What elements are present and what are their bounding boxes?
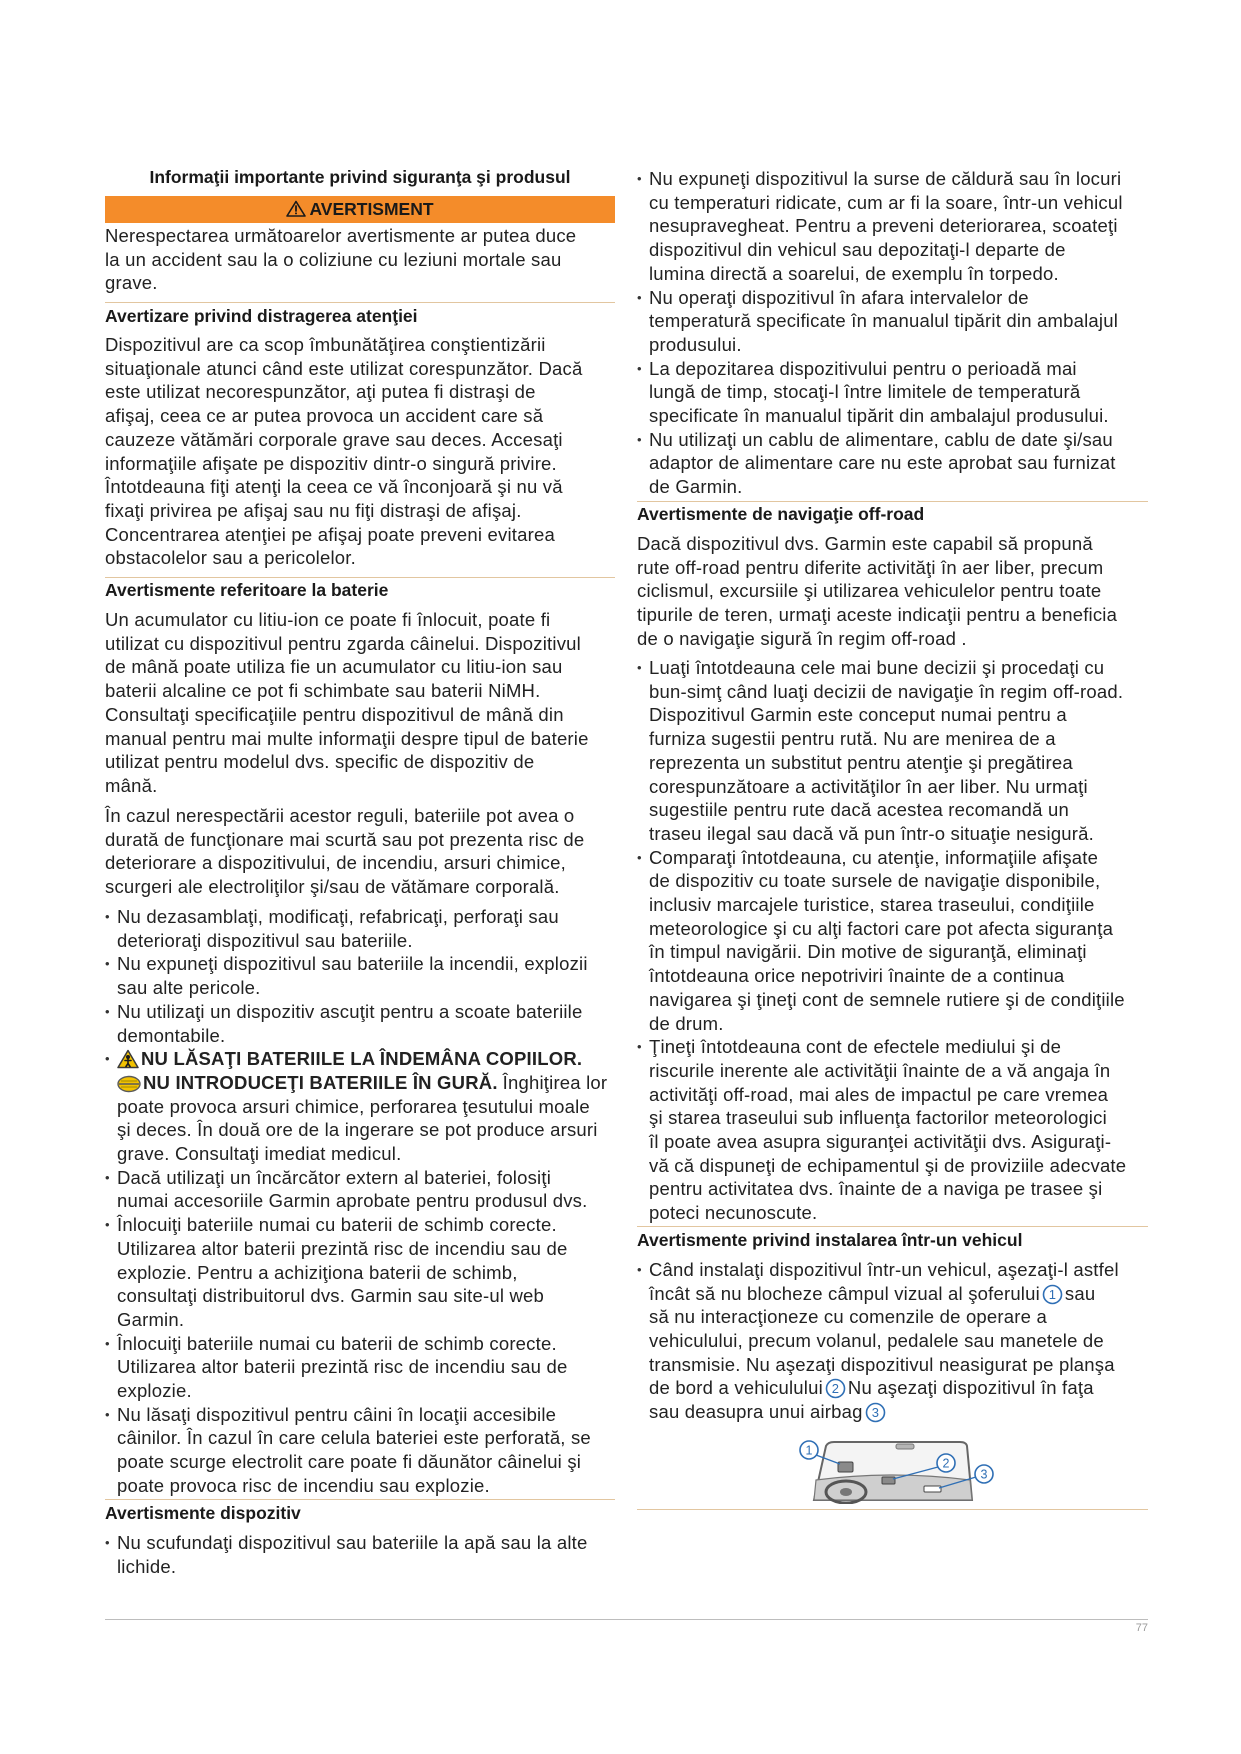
list-item [637, 286, 1148, 357]
vehicle-installation-figure [796, 1436, 996, 1504]
callout-1-icon [1042, 1284, 1063, 1305]
offroad-warning-list [637, 656, 1148, 1225]
section-heading-distraction: Avertizare privind distragerea atenţiei [105, 306, 418, 326]
battery-text: Un acumulator cu litiu-ion ce poate fi înlocuit, poate fi utilizat cu dispozitivul pentru zgarda câinelui. Dispozitivul de mână poate utiliza fie un acumulator cu litiu-ion sau baterii alcaline ce pot fi schimbate sau baterii NiMH. Consultaţi specificaţiile pentru dispozitivul de mână din manual pentru mai multe informaţii despre tipul de baterie utilizat pentru modelul dvs. specific de dispozitiv de mână. [105, 609, 589, 796]
list-item [105, 1000, 615, 1047]
list-item-text: • Nu utilizaţi un dispozitiv ascuţit pentru a scoate bateriile demontabile. [117, 1000, 583, 1046]
list-item-text: • Nu expuneţi dispozitivul sau bateriile la incendii, explozii sau alte pericole. [117, 953, 588, 999]
list-item [637, 846, 1148, 1036]
warning-intro-text: Nerespectarea următoarelor avertismente ar putea duce la un accident sau la o coliziune cu leziuni mortale sau grave. [105, 225, 577, 294]
section-heading-battery: Avertismente referitoare la baterie [105, 580, 389, 600]
device-warning-list [105, 1531, 615, 1578]
list-item [637, 1035, 1148, 1225]
vehicle-text-segment: Nu aşezaţi dispozitivul în faţa [847, 1377, 1094, 1399]
callout-1-number: 1 [1048, 1286, 1057, 1302]
list-item-text: • Nu operaţi dispozitivul în afara intervalelor de temperatură specificate în manualul tipărit din ambalajul produsului. [649, 286, 1119, 355]
battery-warning-list [105, 905, 615, 1498]
list-item-text: • Comparaţi întotdeauna, cu atenţie, informaţiile afişate de dispozitiv cu toate sursele de navigaţie disponibile, inclusiv marcajele turistice, starea traseului, condiţiile meteorologice şi cu alţi factori care pot afecta siguranţa în timpul navigării. Din motive de siguranţă, eliminaţi întotdeauna orice nepotriviri înainte de a continua navigarea şi ţineţi cont de semnele rutiere şi de condiţiile de drum. [649, 846, 1125, 1034]
ingestion-warning-text: NU INTRODUCEŢI BATERIILE ÎN GURĂ. [143, 1071, 498, 1093]
list-item-text: • Înlocuiţi bateriile numai cu baterii de schimb corecte. Utilizarea altor baterii prezintă risc de incendiu sau de explozie. [117, 1332, 568, 1402]
list-item-text: • La depozitarea dispozitivului pentru o perioadă mai lungă de timp, stocaţi-l între limitele de temperatură specificate în manualul tipărit din ambalajul produsului. [649, 357, 1109, 427]
vehicle-text-line: • Când instalaţi dispozitivul într-un vehicul, aşezaţi-l astfel [649, 1259, 1119, 1280]
warning-icon [286, 200, 306, 217]
callout-3-number: 3 [871, 1405, 879, 1421]
children-warning-text: NU LĂSAŢI BATERIILE LA ÎNDEMÂNA COPIILOR. [141, 1048, 583, 1070]
warning-banner-label: AVERTISMENT [309, 199, 434, 219]
figure-callout-3-number: 3 [980, 1467, 988, 1482]
list-item-children-warning [105, 1047, 615, 1165]
list-item-text: • Înlocuiţi bateriile numai cu baterii de schimb corecte. Utilizarea altor baterii prezintă risc de incendiu sau de explozie. Pentru a achiziţiona baterii de schimb, consultaţi distribuitorul dvs. Garmin sau site-ul web Garmin. [117, 1214, 568, 1330]
page-number: 77 [1135, 1622, 1148, 1634]
section-heading-vehicle: Avertismente privind instalarea într-un vehicul [637, 1230, 1023, 1250]
vehicle-warning-list [637, 1258, 1148, 1424]
vehicle-text-segment: sau [1064, 1282, 1096, 1304]
vehicle-text-lines: să nu interacţioneze cu comenzile de operare a vehiculului, precum volanul, pedalele sau manetele de transmisie. Nu aşezaţi dispozitivul neasigurat pe planşa [649, 1306, 1115, 1375]
vehicle-text-line [649, 1376, 1148, 1400]
list-item [105, 905, 615, 952]
vehicle-text-line [649, 1400, 1148, 1424]
section-heading-device: Avertismente dispozitiv [105, 1503, 301, 1523]
section-divider [637, 1509, 1148, 1510]
section-divider [105, 1499, 615, 1500]
list-item [105, 952, 615, 999]
list-item [105, 1166, 615, 1213]
section-divider [105, 302, 615, 303]
vehicle-text-segment: de bord a vehiculului [649, 1377, 823, 1399]
figure-callout-2-number: 2 [942, 1456, 950, 1471]
list-item-text: • Nu lăsaţi dispozitivul pentru câini în locaţii accesibile câinilor. În cazul în care celula bateriei este perforată, se poate scurge electrolit care poate fi dăunător câinelui şi poate provoca risc de incendiu sau explozie. [117, 1403, 591, 1496]
callout-3-icon [865, 1402, 886, 1423]
warning-banner [105, 196, 615, 223]
device-on-dashboard [882, 1477, 895, 1484]
list-item [637, 167, 1148, 286]
list-item-text: • Nu dezasamblaţi, modificaţi, refabricaţi, perforaţi sau deterioraţi dispozitivul sau bateriile. [117, 906, 559, 951]
page-title: Informaţii importante privind siguranţa şi produsul [149, 167, 571, 187]
steering-wheel-hub [840, 1488, 852, 1496]
battery-text-2: În cazul nerespectării acestor reguli, bateriile pot avea o durată de funcţionare mai scurtă sau pot prezenta risc de deteriorare a dispozitivului, de incendiu, arsuri chimice, scurgeri ale electroliţilor şi/sau de vătămare corporală. [105, 805, 585, 898]
ingestion-warning-detail: Înghiţirea lor [502, 1071, 608, 1093]
figure-callout-1-number: 1 [805, 1443, 813, 1458]
list-item [105, 1332, 615, 1403]
ingestion-warning-icon [117, 1075, 141, 1093]
ingestion-warning-line [117, 1071, 615, 1095]
list-item [105, 1213, 615, 1332]
list-item [637, 357, 1148, 428]
children-warning-line [117, 1047, 615, 1071]
vehicle-text-segment: sau deasupra unui airbag [649, 1401, 863, 1423]
callout-2-number: 2 [831, 1381, 840, 1397]
ingestion-warning-detail-rest: poate provoca arsuri chimice, perforarea ţesutului moale şi deces. În două ore de la ingerare se pot produce arsuri grave. Consultaţi imediat medicul. [117, 1095, 598, 1164]
rear-view-mirror [896, 1444, 914, 1449]
section-divider [637, 1226, 1148, 1227]
list-item [637, 428, 1148, 499]
distraction-text: Dispozitivul are ca scop îmbunătăţirea conştientizării situaţionale atunci când este utilizat corespunzător. Dacă este utilizat necorespunzător, aţi putea fi distraşi de afişaj, ceea ce ar putea provoca un accident care să cauzeze vătămări corporale grave sau deces. Accesaţi informaţiile afişate pe dispozitiv dintr-o singură privire. Întotdeauna fiţi atenţi la ceea ce vă înconjoară şi nu vă fixaţi privirea pe afişaj sau nu fiţi distraşi de afişaj. Concentrarea atenţiei pe afişaj poate preveni evitarea obstacolelor sau a pericolelor. [105, 334, 583, 569]
vehicle-text-segment: încât să nu blocheze câmpul vizual al şoferului [649, 1282, 1040, 1304]
offroad-text: Dacă dispozitivul dvs. Garmin este capabil să propună rute off-road pentru diferite activităţi în aer liber, precum ciclismul, excursiile şi utilizarea vehiculelor pentru toate tipurile de teren, urmaţi aceste indicaţii pentru a beneficia de o navigaţie sigură în regim off-road . [637, 533, 1118, 649]
list-item-text: • Dacă utilizaţi un încărcător extern al bateriei, folosiţi numai accesoriile Garmin aprobate pentru produsul dvs. [117, 1166, 588, 1212]
list-item-text: • Ţineţi întotdeauna cont de efectele mediului şi de riscurile inerente ale activităţii înainte de a vă angaja în activităţi off-road, mai ales de impactul pe care vremea şi starea traseului sub influenţa factorilor meteorologici îl poate avea asupra siguranţei activităţii dvs. Asiguraţi- vă că dispuneţi de echipamentul şi de proviziile adecvate pentru activitatea dvs. înainte de a naviga pe trasee şi poteci necunoscute. [649, 1036, 1127, 1224]
figure-callout-3 [975, 1465, 993, 1483]
list-item [637, 1258, 1148, 1424]
figure-callout-1 [800, 1441, 818, 1459]
figure-callout-2 [937, 1454, 955, 1472]
section-divider [637, 501, 1148, 502]
list-item-text: • Nu utilizaţi un cablu de alimentare, cablu de date şi/sau adaptor de alimentare care nu este aprobat sau furnizat de Garmin. [649, 428, 1116, 498]
list-item [637, 656, 1148, 846]
list-item-text: • Luaţi întotdeauna cele mai bune decizii şi procedaţi cu bun-simţ când luaţi decizii de navigaţie în regim off-road. Dispozitivul Garmin este conceput numai pentru a furniza sugestii pentru rută. Nu are menirea de a reprezenta un substitut pentru atenţie şi pregătirea corespunzătoare a activităţilor în aer liber. Nu urmaţi sugestiile pentru rute dacă acestea recomandă un traseu ilegal sau dacă vă pun într-o situaţie nesigură. [649, 657, 1124, 844]
callout-2-icon [825, 1378, 846, 1399]
list-item [105, 1403, 615, 1498]
section-heading-offroad: Avertismente de navigaţie off-road [637, 504, 925, 524]
device-in-view [838, 1462, 853, 1472]
footer-rule [105, 1619, 1148, 1620]
child-warning-icon [117, 1049, 139, 1069]
device-over-airbag [924, 1486, 941, 1492]
vehicle-text-line [649, 1282, 1148, 1306]
section-divider [105, 577, 615, 578]
list-item [105, 1531, 615, 1578]
device-warning-list-continued [637, 167, 1148, 499]
list-item-text: • Nu expuneţi dispozitivul la surse de căldură sau în locuri cu temperaturi ridicate, cum ar fi la soare, într-un vehicul nesupravegheat. Pentru a preveni deteriorarea, scoateţi dispozitivul din vehicul sau depozitaţi-l departe de lumina directă a soarelui, de exemplu în torpedo. [649, 168, 1123, 284]
list-item-text: • Nu scufundaţi dispozitivul sau bateriile la apă sau la alte lichide. [117, 1532, 588, 1577]
